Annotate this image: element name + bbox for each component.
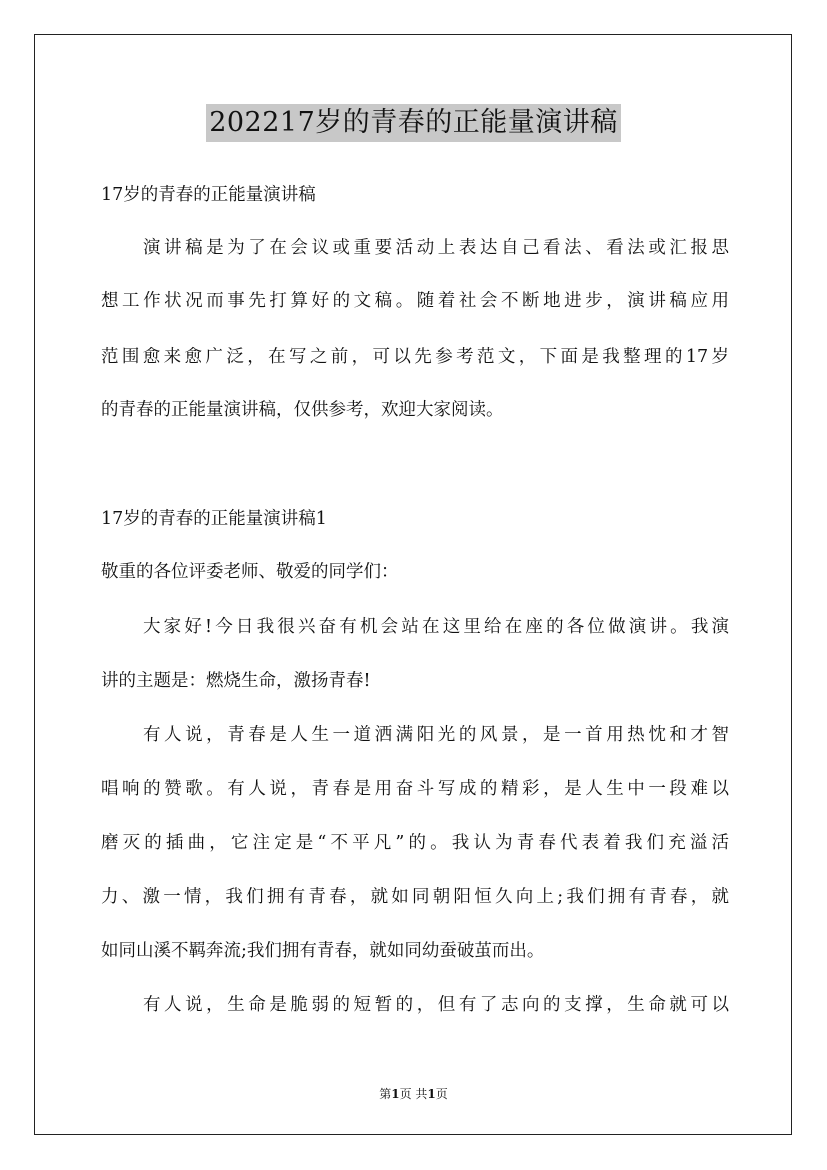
section-heading: 17岁的青春的正能量演讲稿1 bbox=[101, 509, 327, 529]
footer-prefix: 第 bbox=[379, 1087, 392, 1101]
footer-mid: 页 共 bbox=[399, 1087, 428, 1101]
para2-line-1: 有人说，青春是人生一道洒满阳光的风景，是一首用热忱和才智 bbox=[143, 725, 729, 745]
para2-line-2: 唱响的赞歌。有人说，青春是用奋斗写成的精彩，是人生中一段难以 bbox=[101, 779, 729, 799]
subtitle: 17岁的青春的正能量演讲稿 bbox=[101, 185, 316, 205]
intro-line-3: 范围愈来愈广泛，在写之前，可以先参考范文，下面是我整理的17岁 bbox=[101, 347, 729, 367]
para1-line-2: 讲的主题是：燃烧生命，激扬青春! bbox=[101, 671, 371, 691]
para2-line-4: 力、激一情，我们拥有青春，就如同朝阳恒久向上;我们拥有青春，就 bbox=[101, 887, 729, 907]
footer-page-number: 1 bbox=[391, 1087, 400, 1101]
intro-line-2: 想工作状况而事先打算好的文稿。随着社会不断地进步，演讲稿应用 bbox=[101, 291, 729, 311]
title-container bbox=[0, 104, 827, 142]
greeting: 敬重的各位评委老师、敬爱的同学们： bbox=[101, 562, 399, 582]
para3-line-1: 有人说，生命是脆弱的短暂的，但有了志向的支撑，生命就可以 bbox=[143, 995, 729, 1015]
para2-line-5: 如同山溪不羁奔流;我们拥有青春，就如同幼蚕破茧而出。 bbox=[101, 941, 545, 961]
intro-line-4: 的青春的正能量演讲稿，仅供参考，欢迎大家阅读。 bbox=[101, 400, 504, 420]
para2-line-3: 磨灭的插曲，它注定是“不平凡”的。我认为青春代表着我们充溢活 bbox=[101, 833, 729, 853]
intro-line-1: 演讲稿是为了在会议或重要活动上表达自己看法、看法或汇报思 bbox=[143, 238, 729, 258]
footer-suffix: 页 bbox=[435, 1087, 448, 1101]
para1-line-1: 大家好!今日我很兴奋有机会站在这里给在座的各位做演讲。我演 bbox=[143, 617, 729, 637]
document-title: 202217岁的青春的正能量演讲稿 bbox=[206, 104, 621, 142]
footer-page-total: 1 bbox=[427, 1087, 436, 1101]
page-footer bbox=[0, 1085, 827, 1102]
